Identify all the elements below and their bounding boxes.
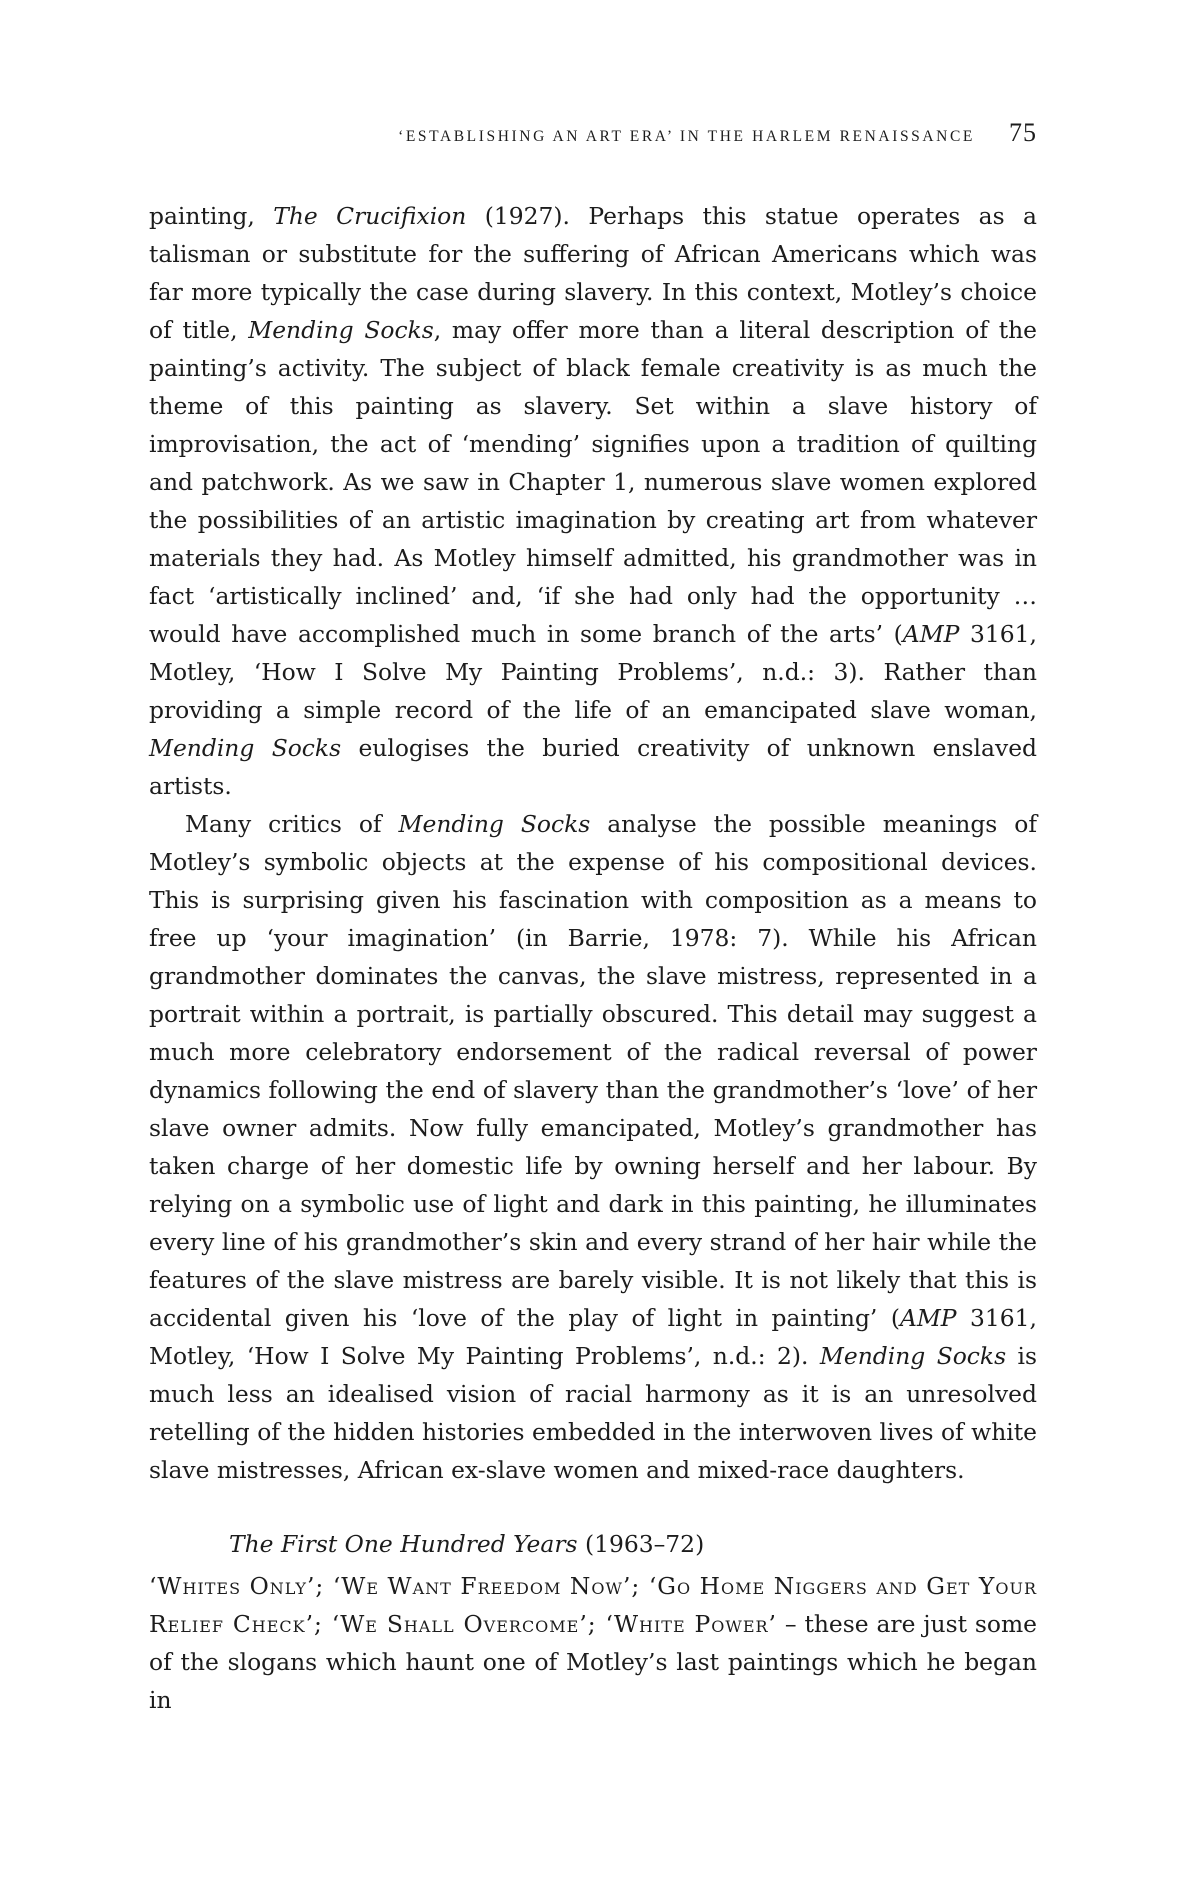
text-run: (1927). Perhaps this statue operates as a talisman or substitute for the suffering of African Americans which was far more typically the case during slavery. In this context, Motley’s choice of title, <box>149 202 1037 344</box>
text-run: is much less an idealised vision of racial harmony as it is an unresolved retelling of the hidden histories embedded in the interwoven lives of white slave mistresses, African ex-slave women and mixed-race daughters. <box>149 1342 1037 1484</box>
paragraph-critics <box>149 805 1037 1489</box>
artwork-title: Mending Socks <box>819 1342 1007 1370</box>
paragraph-first-hundred-years <box>149 1567 1037 1719</box>
archive-abbreviation: AMP <box>899 1304 957 1332</box>
section-dates: (1963–72) <box>577 1530 705 1558</box>
text-run: – these are just some of the slogans which haunt one of Motley’s last paintings which he began in <box>149 1610 1038 1714</box>
artwork-title: The Crucifixion <box>273 202 467 230</box>
section-title: The First One Hundred Years <box>229 1530 578 1558</box>
artwork-title: Mending Socks <box>398 810 591 838</box>
archive-abbreviation: AMP <box>902 620 960 648</box>
text-run: painting, <box>149 202 274 230</box>
paragraph-mending-socks-meaning <box>149 197 1037 805</box>
artwork-title: Mending Socks <box>248 316 434 344</box>
page-number: 75 <box>1009 118 1037 147</box>
section-heading <box>229 1525 1037 1563</box>
running-title: ‘ESTABLISHING AN ART ERA’ IN THE HARLEM RENAISSANCE <box>398 128 975 145</box>
text-run: 3161, Motley, ‘How I Solve My Painting Problems’, n.d.: 3). Rather than providing a simple record of the life of an emancipated slave woman, <box>149 620 1037 724</box>
running-header <box>149 118 1037 158</box>
text-run: eulogises the buried creativity of unknown enslaved artists. <box>149 734 1038 800</box>
text-run: Many critics of <box>185 810 399 838</box>
artwork-title: Mending Socks <box>149 734 342 762</box>
body-text <box>149 197 1037 1719</box>
text-run: , may offer more than a literal description of the painting’s activity. The subject of black female creativity is as much the theme of this painting as slavery. Set within a slave history of improvisation, the act of ‘mending’ signifies upon a tradition of quilting and patchwork. As we saw in Chapter 1, numerous slave women explored the possibilities of an artistic imagination by creating art from whatever materials they had. As Motley himself admitted, his grandmother was in fact ‘artistically inclined’ and, ‘if she had only had the opportunity … would have accomplished much in some branch of the arts’ ( <box>149 316 1038 648</box>
text-run: analyse the possible meanings of Motley’s symbolic objects at the expense of his compositional devices. This is surprising given his fascination with composition as a means to free up ‘your imagination’ (in Barrie, 1978: 7). While his African grandmother dominates the canvas, the slave mistress, represented in a portrait within a portrait, is partially obscured. This detail may suggest a much more celebratory endorsement of the radical reversal of power dynamics following the end of slavery than the grandmother’s ‘love’ of her slave owner admits. Now fully emancipated, Motley’s grandmother has taken charge of her domestic life by owning herself and her labour. By relying on a symbolic use of light and dark in this painting, he illuminates every line of his grandmother’s skin and every strand of her hair while the features of the slave mistress are barely visible. It is not likely that this is accidental given his ‘love of the play of light in painting’ ( <box>149 810 1037 1332</box>
text-run: 3161, Motley, ‘How I Solve My Painting Problems’, n.d.: 2). <box>149 1304 1037 1370</box>
slogans: ‘Whites Only’; ‘We Want Freedom Now’; ‘Go Home Niggers and Get Your Relief Check’; ‘We Shall Overcome’; ‘White Power’ <box>149 1572 1037 1638</box>
